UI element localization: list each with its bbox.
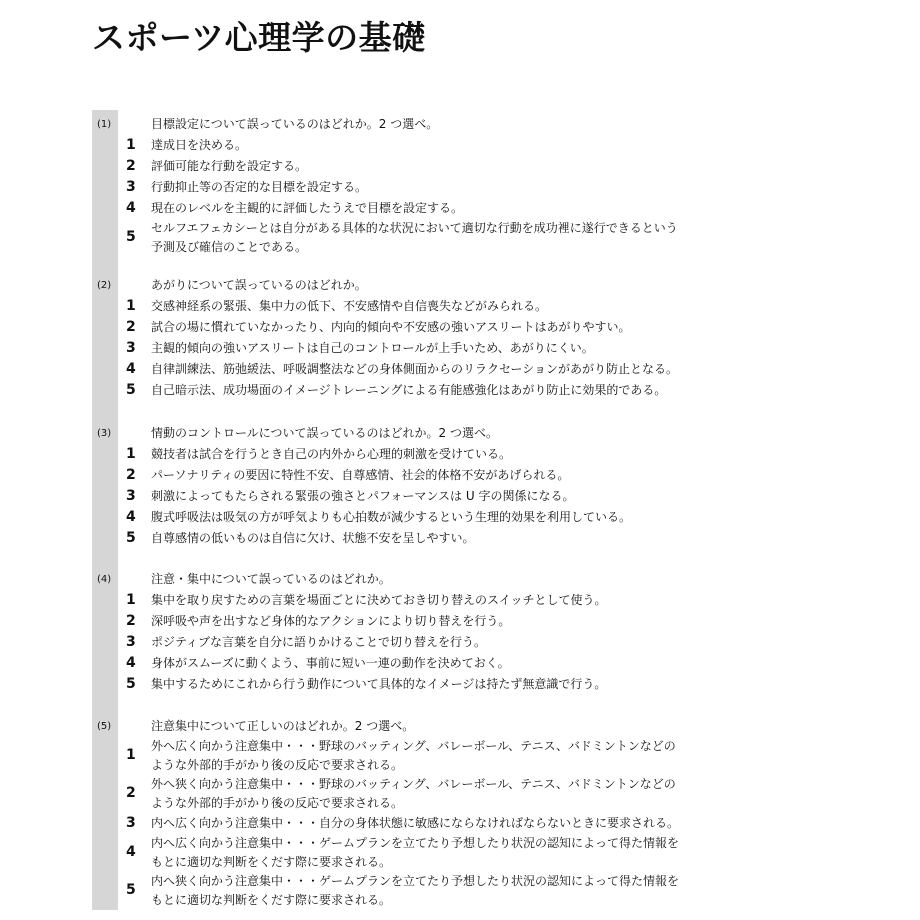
- choice-text: 刺激によってもたらされる緊張の強さとパフォーマンスは U 字の関係になる。: [151, 489, 575, 503]
- choice-item: [0, 359, 920, 380]
- choice-text: 評価可能な行動を設定する。: [151, 159, 308, 173]
- choice-text: 自己暗示法、成功場面のイメージトレーニングによる有能感強化はあがり防止に効果的である。: [151, 383, 667, 397]
- choice-item: [0, 135, 920, 156]
- question-number: (3): [97, 428, 112, 439]
- question-text: 情動のコントロールについて誤っているのはどれか。2 つ選べ。: [151, 426, 498, 440]
- choice-text: [151, 872, 751, 910]
- choice-list: [0, 444, 920, 549]
- choice-item: [0, 590, 920, 611]
- question-number: (4): [97, 574, 112, 585]
- choice-list: [0, 296, 920, 401]
- choice-text-line: ような外部的手がかり後の反応で要求される。: [151, 758, 404, 772]
- choice-item: [0, 486, 920, 507]
- choice-number: 1: [126, 747, 136, 763]
- choice-item: [0, 380, 920, 401]
- choice-text: [151, 834, 751, 872]
- choice-number: 1: [126, 298, 136, 314]
- choice-number: 4: [126, 844, 136, 860]
- choice-text: 集中するためにこれから行う動作について具体的なイメージは持たず無意識で行う。: [151, 677, 607, 691]
- choice-text: 現在のレベルを主観的に評価したうえで目標を設定する。: [151, 201, 464, 215]
- choice-item: [0, 507, 920, 528]
- choice-text: 集中を取り戻すための言葉を場面ごとに決めておき切り替えのスイッチとして使う。: [151, 593, 607, 607]
- choice-text-line: もとに適切な判断をくだす際に要求される。: [151, 855, 392, 869]
- choice-text: 深呼吸や声を出すなど身体的なアクションにより切り替えを行う。: [151, 614, 511, 628]
- choice-number: 3: [126, 634, 136, 650]
- choice-text: 行動抑止等の否定的な目標を設定する。: [151, 180, 368, 194]
- choice-text: [151, 737, 751, 775]
- choice-item: [0, 813, 920, 834]
- question-text: 注意・集中について誤っているのはどれか。: [151, 572, 391, 586]
- choice-text: [151, 219, 751, 257]
- choice-item: [0, 219, 920, 257]
- choice-item: [0, 653, 920, 674]
- question-text: 注意集中について正しいのはどれか。2 つ選べ。: [151, 719, 415, 733]
- choice-item: [0, 338, 920, 359]
- choice-number: 5: [126, 382, 136, 398]
- choice-text: [151, 775, 751, 813]
- choice-text-line: セルフエフェカシーとは自分がある具体的な状況において適切な行動を成功裡に遂行できるという: [151, 221, 678, 235]
- choice-number: 5: [126, 676, 136, 692]
- choice-text-line: 外へ狭く向かう注意集中・・・野球のバッティング、バレーボール、テニス、バドミントンなどの: [151, 777, 676, 791]
- choice-number: 2: [126, 613, 136, 629]
- page-title: スポーツ心理学の基礎: [92, 18, 426, 57]
- choice-text-line: 内へ広く向かう注意集中・・・ゲームプランを立てたり予想したり状況の認知によって得た情報を: [151, 836, 680, 850]
- choice-number: 2: [126, 785, 136, 801]
- choice-text-line: 内へ狭く向かう注意集中・・・ゲームプランを立てたり予想したり状況の認知によって得た情報を: [151, 874, 680, 888]
- choice-number: 4: [126, 655, 136, 671]
- choice-item: [0, 775, 920, 813]
- choice-number: 4: [126, 200, 136, 216]
- choice-text: 主観的傾向の強いアスリートは自己のコントロールが上手いため、あがりにくい。: [151, 341, 594, 355]
- choice-number: 2: [126, 467, 136, 483]
- choice-number: 1: [126, 137, 136, 153]
- choice-item: [0, 156, 920, 177]
- choice-text-line: もとに適切な判断をくだす際に要求される。: [151, 893, 392, 907]
- choice-text: 腹式呼吸法は吸気の方が呼気よりも心拍数が減少するという生理的効果を利用している。: [151, 510, 632, 524]
- choice-number: 4: [126, 361, 136, 377]
- question-number: (5): [97, 721, 112, 732]
- choice-item: [0, 177, 920, 198]
- question-number: (2): [97, 280, 112, 291]
- choice-number: 2: [126, 158, 136, 174]
- choice-text: 自律訓練法、筋弛緩法、呼吸調整法などの身体側面からのリラクセーションがあがり防止となる。: [151, 362, 679, 376]
- choice-item: [0, 465, 920, 486]
- choice-text: 交感神経系の緊張、集中力の低下、不安感情や自信喪失などがみられる。: [151, 299, 548, 313]
- choice-item: [0, 872, 920, 910]
- choice-text: 身体がスムーズに動くよう、事前に短い一連の動作を決めておく。: [151, 656, 510, 670]
- choice-number: 4: [126, 509, 136, 525]
- question-text: 目標設定について誤っているのはどれか。2 つ選べ。: [151, 117, 439, 131]
- choice-text: ポジティブな言葉を自分に語りかけることで切り替えを行う。: [151, 635, 487, 649]
- choice-number: 3: [126, 179, 136, 195]
- question-number: (1): [97, 119, 112, 130]
- choice-number: 2: [126, 319, 136, 335]
- choice-item: [0, 528, 920, 549]
- choice-text: 試合の場に慣れていなかったり、内向的傾向や不安感の強いアスリートはあがりやすい。: [151, 320, 631, 334]
- choice-item: [0, 632, 920, 653]
- choice-text: 競技者は試合を行うとき自己の内外から心理的刺激を受けている。: [151, 447, 512, 461]
- choice-item: [0, 198, 920, 219]
- question-text: あがりについて誤っているのはどれか。: [151, 278, 367, 292]
- choice-item: [0, 444, 920, 465]
- choice-number: 3: [126, 488, 136, 504]
- choice-number: 5: [126, 530, 136, 546]
- choice-item: [0, 317, 920, 338]
- choice-list: [0, 590, 920, 695]
- choice-number: 1: [126, 592, 136, 608]
- choice-item: [0, 834, 920, 872]
- choice-number: 5: [126, 882, 136, 898]
- choice-item: [0, 611, 920, 632]
- choice-text-line: 外へ広く向かう注意集中・・・野球のバッティング、バレーボール、テニス、バドミントンなどの: [151, 739, 676, 753]
- choice-item: [0, 737, 920, 775]
- choice-number: 1: [126, 446, 136, 462]
- choice-number: 3: [126, 340, 136, 356]
- choice-list: [0, 135, 920, 257]
- choice-text: 自尊感情の低いものは自信に欠け、状態不安を呈しやすい。: [151, 531, 475, 545]
- choice-text-line: ような外部的手がかり後の反応で要求される。: [151, 796, 404, 810]
- choice-list: [0, 737, 920, 910]
- choice-number: 5: [126, 229, 136, 245]
- choice-number: 3: [126, 815, 136, 831]
- choice-text: 内へ広く向かう注意集中・・・自分の身体状態に敏感にならなければならないときに要求される。: [151, 816, 680, 830]
- choice-item: [0, 674, 920, 695]
- choice-item: [0, 296, 920, 317]
- choice-text: 達成日を決める。: [151, 138, 248, 152]
- choice-text-line: 予測及び確信のことである。: [151, 240, 308, 254]
- choice-text: パーソナリティの要因に特性不安、自尊感情、社会的体格不安があげられる。: [151, 468, 570, 482]
